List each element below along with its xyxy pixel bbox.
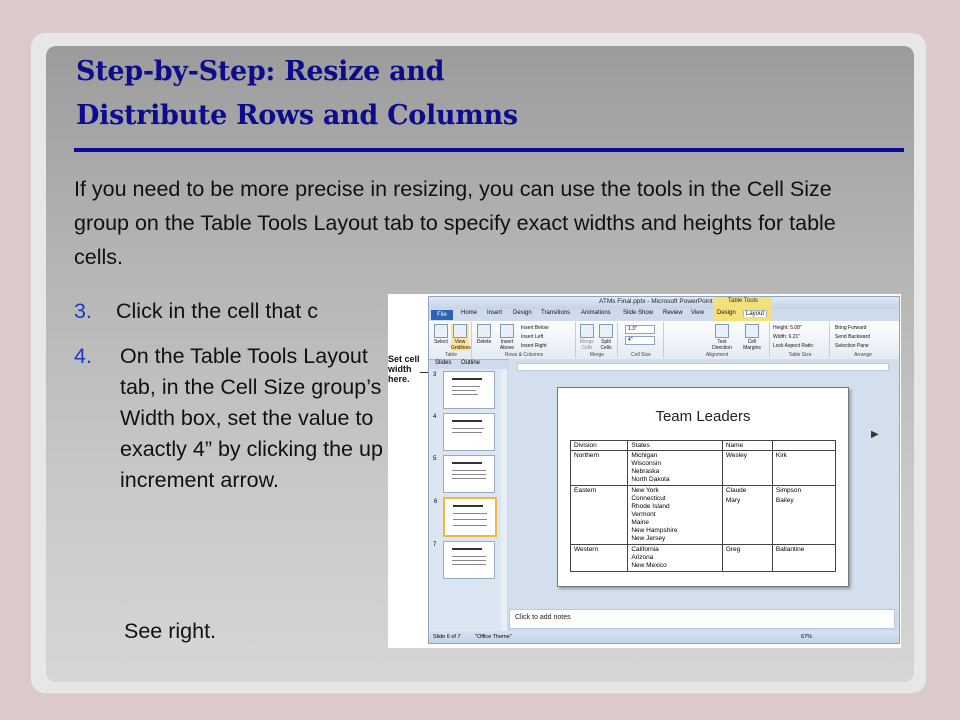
powerpoint-window <box>428 296 900 644</box>
group-cell-size <box>619 322 664 358</box>
slide-heading: Team Leaders <box>655 408 751 425</box>
gridlines-icon <box>453 324 467 338</box>
tab-slide-show[interactable]: Slide Show <box>623 310 654 316</box>
select-button[interactable]: Select <box>432 324 450 345</box>
status-zoom[interactable]: 67% <box>801 634 813 640</box>
tab-outline[interactable]: Outline <box>461 360 481 366</box>
step-3-text: Click in the cell that c <box>116 299 318 323</box>
cell-width-input[interactable]: 4" <box>625 336 655 345</box>
status-theme: "Office Theme" <box>475 634 512 640</box>
contextual-label: Table Tools <box>728 298 758 304</box>
insert-above-button[interactable]: Insert Above <box>497 324 517 351</box>
cell-states[interactable]: Michigan Wisconsin Nebraska North Dakota <box>628 451 723 486</box>
current-slide <box>557 387 849 587</box>
group-label-merge: Merge <box>589 352 605 358</box>
tab-view[interactable]: View <box>691 310 704 316</box>
title-line-1: Step-by-Step: Resize and <box>76 56 445 87</box>
select-icon <box>434 324 448 338</box>
table-height[interactable]: Height: 5.08" <box>773 325 802 331</box>
group-alignment <box>665 322 770 358</box>
step-3-number: 3. <box>74 299 92 323</box>
tab-design[interactable]: Design <box>513 310 532 316</box>
notes-pane[interactable] <box>509 609 895 629</box>
header-division[interactable]: Division <box>571 441 628 451</box>
ribbon-tabs <box>429 309 899 321</box>
header-name[interactable]: Name <box>722 441 772 451</box>
table-row <box>571 486 836 545</box>
delete-button[interactable]: Delete <box>475 324 493 345</box>
group-merge <box>577 322 618 358</box>
thumbnail-scrollbar[interactable] <box>501 369 507 631</box>
lock-aspect-checkbox[interactable]: Lock Aspect Ratio <box>773 343 814 349</box>
notes-placeholder: Click to add notes <box>515 614 571 621</box>
mouse-pointer-icon: ▶ <box>871 429 879 440</box>
group-arrange <box>831 322 895 358</box>
table-row <box>571 451 836 486</box>
cell-division[interactable]: Eastern <box>571 486 628 545</box>
title-underline <box>74 148 904 152</box>
insert-above-icon <box>500 324 514 338</box>
view-gridlines-button[interactable]: View Gridlines <box>451 324 469 351</box>
group-table <box>431 322 472 358</box>
group-label-arrange: Arrange <box>854 352 872 358</box>
tab-transitions[interactable]: Transitions <box>541 310 571 316</box>
team-leaders-table[interactable] <box>570 440 836 572</box>
see-right-text: See right. <box>124 619 217 643</box>
table-header-row <box>571 441 836 451</box>
merge-cells-button[interactable]: Merge Cells <box>578 324 596 351</box>
window-title: ATMs Final.pptx - Microsoft PowerPoint <box>599 298 713 305</box>
title-line-2: Distribute Rows and Columns <box>76 100 518 131</box>
tab-animations[interactable]: Animations <box>581 310 611 316</box>
cell-height-input[interactable]: 1.3" <box>625 325 655 334</box>
thumbnail[interactable]: 4 <box>443 413 495 451</box>
cell-division[interactable]: Western <box>571 545 628 572</box>
thumbnail[interactable]: 5 <box>443 455 495 493</box>
header-states[interactable]: States <box>628 441 723 451</box>
step-4-text: On the Table Tools Layout tab, in the Cell Size group’s Width box, set the value to exactly 4” by clicking the up increment arrow. <box>120 344 383 492</box>
bring-forward-button[interactable]: Bring Forward <box>835 325 867 331</box>
tab-insert[interactable]: Insert <box>487 310 503 316</box>
horizontal-ruler <box>517 363 889 371</box>
text-direction-icon <box>715 324 729 338</box>
merge-icon <box>580 324 594 338</box>
window-titlebar <box>429 297 899 309</box>
step-4-number: 4. <box>74 344 92 368</box>
step-4 <box>74 341 383 492</box>
group-label-table-size: Table Size <box>788 352 812 358</box>
cell-division[interactable]: Northern <box>571 451 628 486</box>
callout-label: Set cell width here. <box>388 354 420 384</box>
slide-title <box>76 50 518 138</box>
tab-review[interactable]: Review <box>663 310 683 316</box>
group-label-alignment: Alignment <box>705 352 729 358</box>
cell-first-name[interactable]: Greg <box>722 545 772 572</box>
group-label-rows-columns: Rows & Columns <box>504 352 544 358</box>
tab-table-layout[interactable]: Layout <box>743 310 767 317</box>
selection-pane-button[interactable]: Selection Pane <box>835 343 869 349</box>
thumbnail[interactable]: 3 <box>443 371 495 409</box>
tab-home[interactable]: Home <box>461 310 478 316</box>
cell-states[interactable]: New York Connecticut Rhode Island Vermont Maine New Hampshire New Jersey <box>628 486 723 545</box>
split-cells-button[interactable]: Split Cells <box>597 324 615 351</box>
cell-margins-button[interactable]: Cell Margins <box>739 324 765 351</box>
cell-first-name[interactable]: Wesley <box>722 451 772 486</box>
tab-table-design[interactable]: Design <box>717 310 736 316</box>
send-backward-button[interactable]: Send Backward <box>835 334 871 340</box>
split-icon <box>599 324 613 338</box>
thumbnail[interactable]: 7 <box>443 541 495 579</box>
cell-margins-icon <box>745 324 759 338</box>
status-slide-count: Slide 6 of 7 <box>433 634 461 640</box>
powerpoint-screenshot <box>388 294 901 648</box>
table-width[interactable]: Width: 6.21" <box>773 334 801 340</box>
tab-slides[interactable]: Slides <box>435 360 452 366</box>
header-empty[interactable] <box>772 441 835 451</box>
panel-tabs <box>429 359 509 369</box>
tab-file[interactable]: File <box>431 310 453 320</box>
text-direction-button[interactable]: Text Direction <box>709 324 735 351</box>
thumbnail-selected[interactable]: 6 <box>443 497 497 537</box>
step-3 <box>74 296 318 327</box>
insert-left-button[interactable]: Insert Left <box>521 334 544 340</box>
cell-last-name[interactable]: Simpson Bailey <box>772 486 835 545</box>
cell-last-name[interactable]: Kirk <box>772 451 835 486</box>
slide-thumbnails <box>429 369 501 631</box>
status-bar <box>429 631 899 643</box>
group-rows-columns <box>473 322 576 358</box>
group-label-table: Table <box>445 352 457 358</box>
table-row <box>571 545 836 572</box>
group-table-size <box>771 322 830 358</box>
cell-first-name[interactable]: Claude Mary <box>722 486 772 545</box>
intro-paragraph: If you need to be more precise in resizing, you can use the tools in the Cell Size group on the Table Tools Layout tab to specify exact widths and heights for table cells. <box>74 177 836 269</box>
insert-right-button[interactable]: Insert Right <box>521 343 547 349</box>
ribbon <box>429 321 899 360</box>
group-label-cell-size: Cell Size <box>631 352 651 358</box>
delete-icon <box>477 324 491 338</box>
cell-states[interactable]: California Arizona New Mexico <box>628 545 723 572</box>
insert-below-button[interactable]: Insert Below <box>521 325 549 331</box>
cell-last-name[interactable]: Ballantine <box>772 545 835 572</box>
